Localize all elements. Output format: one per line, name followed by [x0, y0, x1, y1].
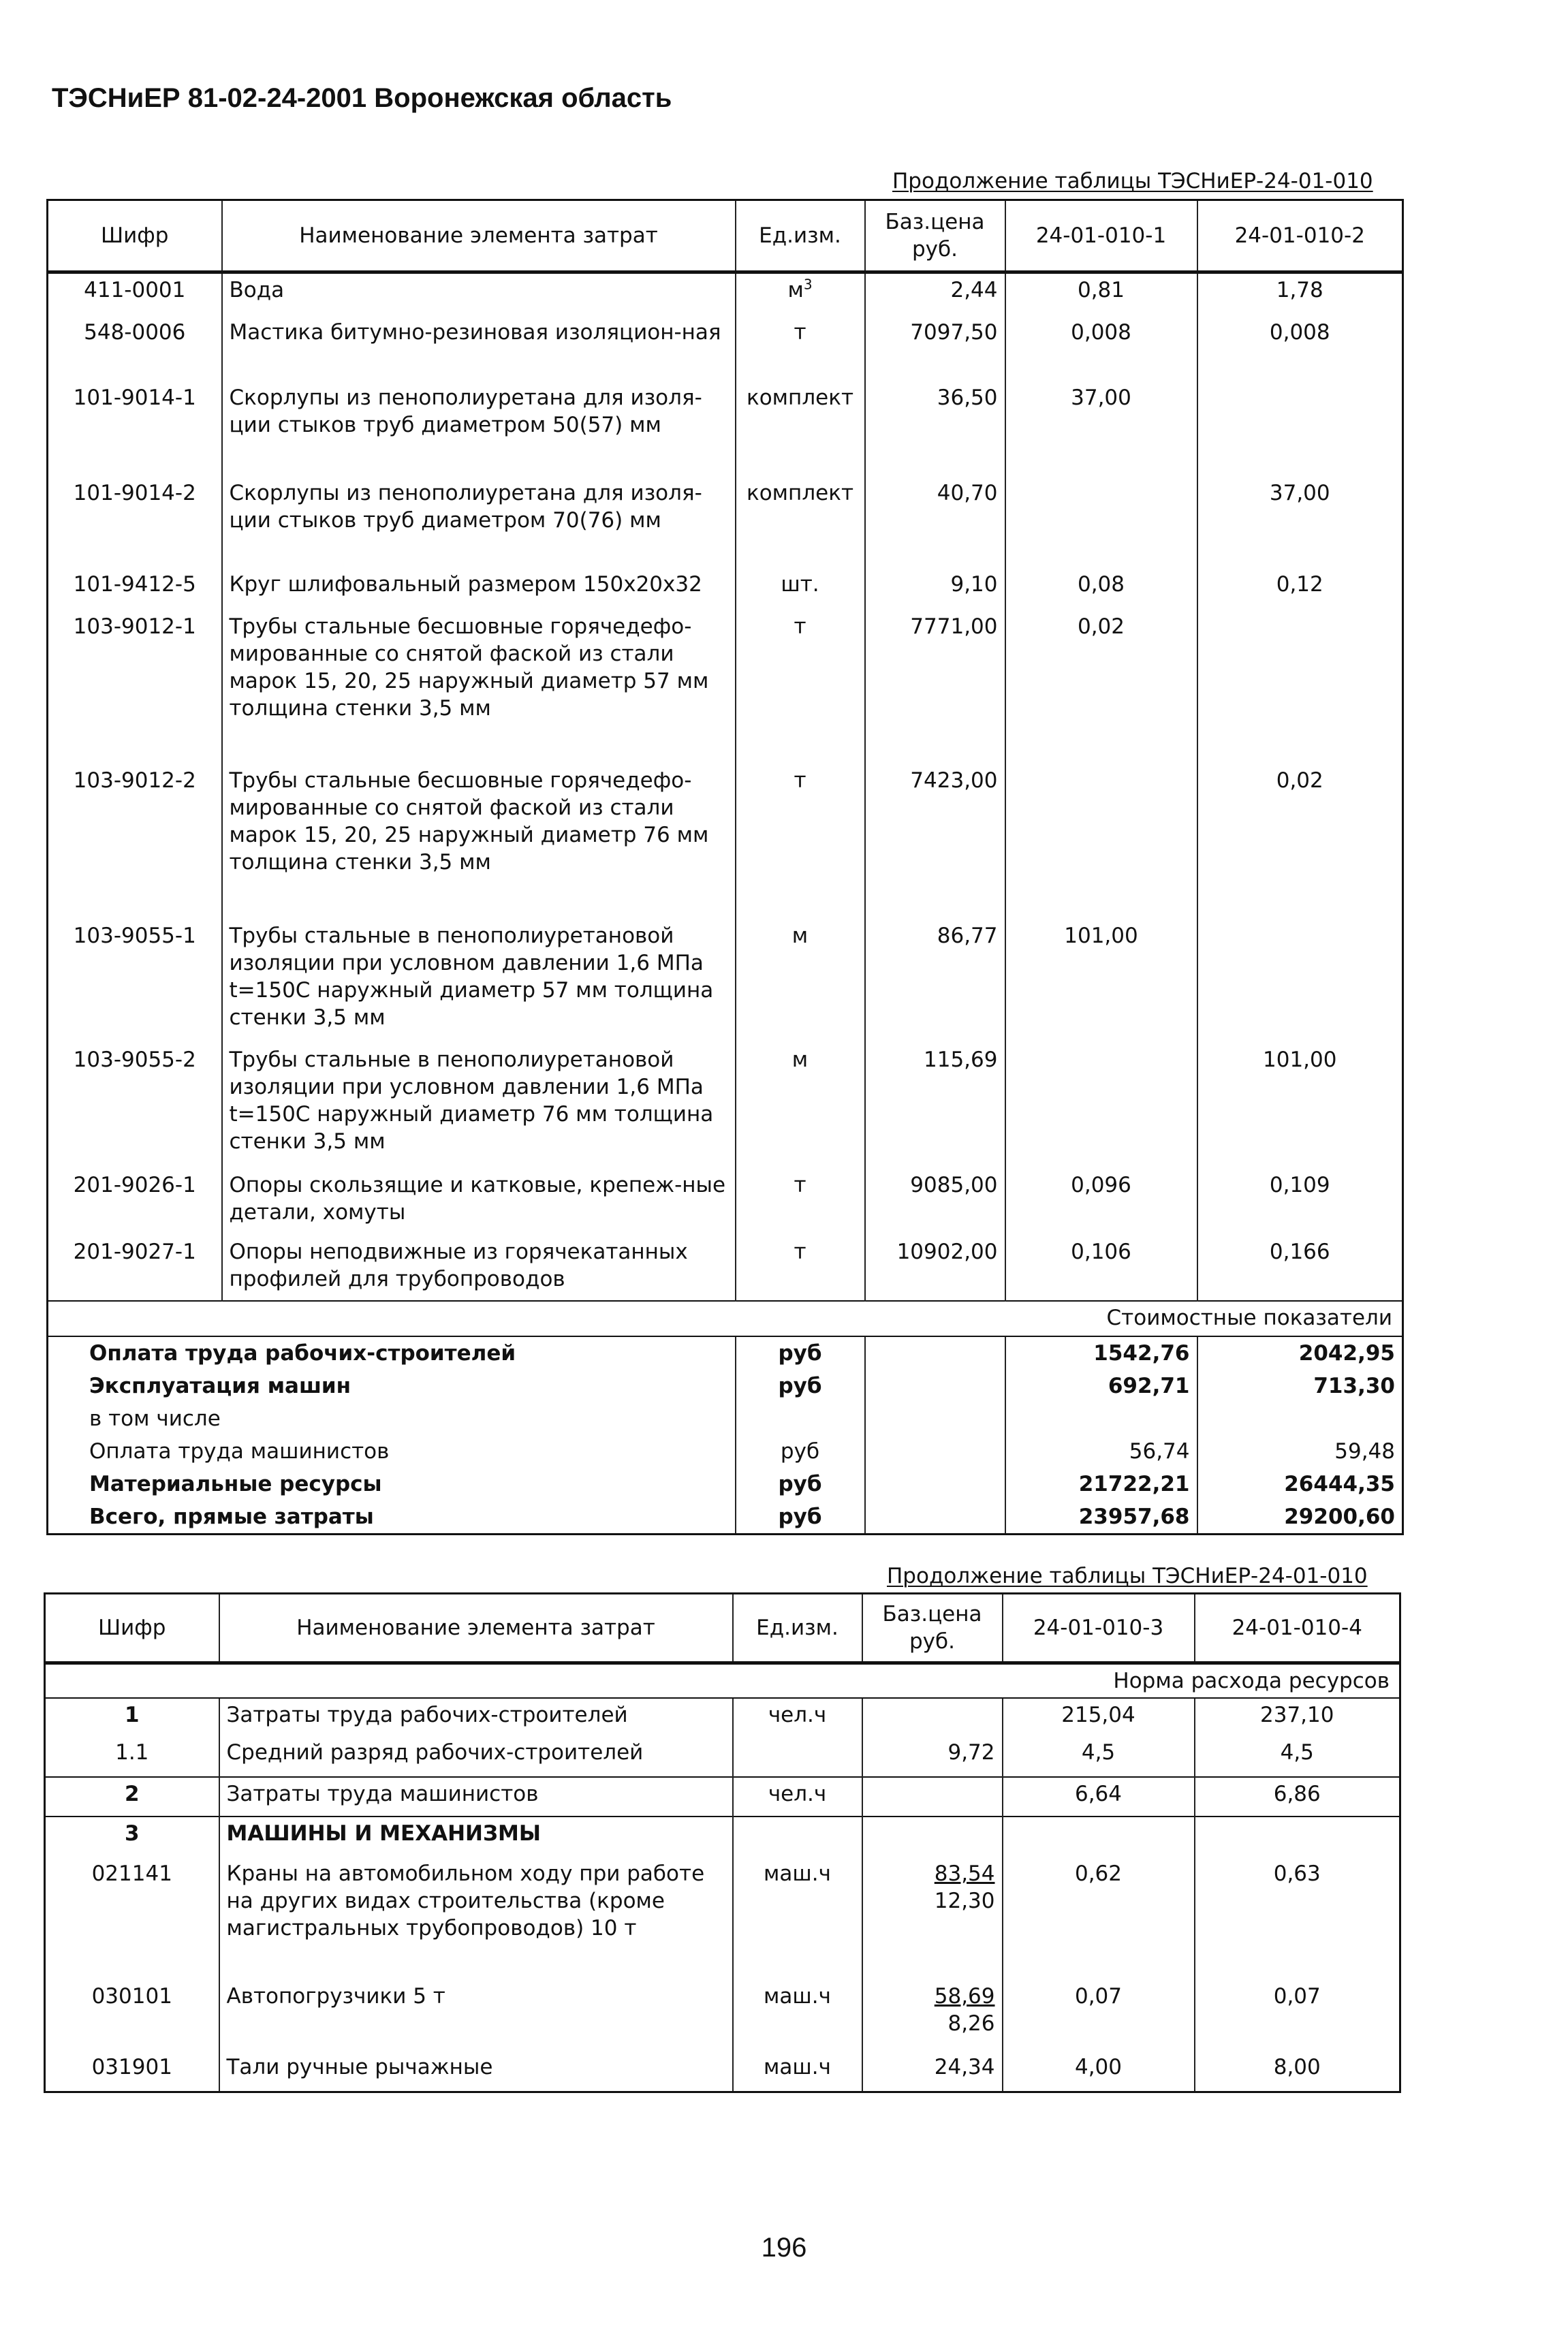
row-unit: т	[736, 316, 865, 381]
row-unit: маш.ч	[733, 1857, 862, 1980]
header-base-price: Баз.цена руб.	[865, 200, 1005, 272]
row-value-1: 37,00	[1005, 381, 1197, 477]
row-code: 101-9412-5	[73, 571, 196, 597]
header-col-1: 24-01-010-1	[1005, 200, 1197, 272]
row-code: 201-9026-1	[73, 1172, 196, 1197]
row-unit	[736, 272, 865, 316]
header-code: Шифр	[45, 1594, 219, 1663]
page-number: 196	[761, 2233, 807, 2263]
table-row	[45, 1980, 1400, 2051]
row-price	[862, 1980, 1003, 2051]
cost-row	[48, 1402, 1403, 1435]
row-value-1: 0,106	[1005, 1236, 1197, 1301]
cost-price-empty	[865, 1402, 1005, 1435]
row-name: Затраты труда рабочих-строителей	[219, 1698, 733, 1736]
cost-unit: руб	[736, 1336, 865, 1370]
table-row	[45, 1698, 1400, 1736]
row-unit: маш.ч	[733, 2051, 862, 2092]
price-machinist: 12,30	[934, 1889, 995, 1913]
cost-label: в том числе	[89, 1406, 221, 1431]
cost-value-2: 26444,35	[1197, 1468, 1403, 1500]
unit-text: м	[787, 278, 804, 302]
row-price	[862, 1777, 1003, 1817]
row-price: 9,72	[862, 1736, 1003, 1777]
row-value-2: 0,008	[1197, 316, 1403, 381]
row-value-1: 0,08	[1005, 568, 1197, 610]
row-unit: маш.ч	[733, 1980, 862, 2051]
row-unit: чел.ч	[733, 1777, 862, 1817]
row-value-1: 6,64	[1003, 1777, 1195, 1817]
cost-value-1: 692,71	[1005, 1370, 1197, 1402]
table-row	[45, 1736, 1400, 1777]
cost-unit: руб	[736, 1468, 865, 1500]
row-name: Трубы стальные бесшовные горячедефо-мированные со снятой фаской из стали марок 15, 20, 25 наружный диаметр 57 мм толщина стенки 3,5 мм	[222, 610, 736, 764]
row-value-1: 0,096	[1005, 1169, 1197, 1236]
row-price: 86,77	[865, 919, 1005, 1043]
row-value-2	[1197, 381, 1403, 477]
row-code: 103-9012-1	[73, 614, 196, 639]
price-main: 83,54	[934, 1861, 995, 1886]
row-value-1	[1005, 764, 1197, 919]
row-unit: м	[736, 1043, 865, 1169]
cost-label: Оплата труда машинистов	[89, 1438, 390, 1464]
cost-value-1	[1005, 1402, 1197, 1435]
cost-row	[48, 1370, 1403, 1402]
table1-caption: Продолжение таблицы ТЭСНиЕР-24-01-010	[892, 169, 1373, 193]
row-value-1: 215,04	[1003, 1698, 1195, 1736]
row-unit: т	[736, 1236, 865, 1301]
table-row	[48, 610, 1403, 764]
row-value-1: 0,008	[1005, 316, 1197, 381]
row-price: 36,50	[865, 381, 1005, 477]
cost-row	[48, 1435, 1403, 1468]
row-value-1: 4,5	[1003, 1736, 1195, 1777]
row-unit: т	[736, 610, 865, 764]
row-code: 101-9014-1	[73, 385, 196, 410]
table2-caption: Продолжение таблицы ТЭСНиЕР-24-01-010	[887, 1564, 1368, 1588]
cost-row	[48, 1500, 1403, 1535]
resources-table-2	[44, 1592, 1401, 2093]
cost-value-2	[1197, 1402, 1403, 1435]
row-value-1: 0,02	[1005, 610, 1197, 764]
row-price: 9085,00	[865, 1169, 1005, 1236]
row-name: Трубы стальные бесшовные горячедефо-мированные со снятой фаской из стали марок 15, 20, 25 наружный диаметр 76 мм толщина стенки 3,5 мм	[222, 764, 736, 919]
table-row	[48, 1169, 1403, 1236]
unit-superscript: 3	[803, 276, 813, 293]
row-unit	[733, 1736, 862, 1777]
table-row	[48, 764, 1403, 919]
row-value-2: 4,5	[1195, 1736, 1400, 1777]
row-value-2: 8,00	[1195, 2051, 1400, 2092]
row-unit: т	[736, 1169, 865, 1236]
table-row	[48, 919, 1403, 1043]
header-col-3: 24-01-010-3	[1003, 1594, 1195, 1663]
header-col-2: 24-01-010-2	[1197, 200, 1403, 272]
row-code: 103-9055-1	[73, 923, 196, 948]
row-unit: чел.ч	[733, 1698, 862, 1736]
row-name: Тали ручные рычажные	[219, 2051, 733, 2092]
row-value-1: 0,81	[1005, 272, 1197, 316]
row-value-2	[1197, 919, 1403, 1043]
cost-label: Эксплуатация машин	[89, 1373, 351, 1398]
price-machinist: 8,26	[947, 2011, 995, 2036]
norm-section-header	[45, 1663, 1400, 1699]
document-title: ТЭСНиЕР 81-02-24-2001 Воронежская область	[52, 83, 672, 113]
row-name: Мастика битумно-резиновая изоляцион-ная	[222, 316, 736, 381]
row-name: Средний разряд рабочих-строителей	[219, 1736, 733, 1777]
header-name: Наименование элемента затрат	[219, 1594, 733, 1663]
cost-row	[48, 1336, 1403, 1370]
table-row	[48, 272, 1403, 316]
row-name: Скорлупы из пенополиуретана для изоля-ции стыков труб диаметром 50(57) мм	[222, 381, 736, 477]
row-name: Трубы стальные в пенополиуретановой изоляции при условном давлении 1,6 МПа t=150С наружный диаметр 57 мм толщина стенки 3,5 мм	[222, 919, 736, 1043]
table-row	[48, 568, 1403, 610]
row-name: Круг шлифовальный размером 150х20х32	[222, 568, 736, 610]
cost-value-1: 21722,21	[1005, 1468, 1197, 1500]
header-base-price: Баз.цена руб.	[862, 1594, 1003, 1663]
row-value-1: 0,62	[1003, 1857, 1195, 1980]
row-value-2: 6,86	[1195, 1777, 1400, 1817]
row-unit: комплект	[736, 477, 865, 568]
row-value-2: 0,02	[1197, 764, 1403, 919]
table-row	[48, 1043, 1403, 1169]
cost-label: Всего, прямые затраты	[89, 1504, 374, 1529]
row-price: 7423,00	[865, 764, 1005, 919]
row-code: 103-9055-2	[73, 1047, 196, 1072]
row-unit: шт.	[736, 568, 865, 610]
header-unit: Ед.изм.	[733, 1594, 862, 1663]
row-price	[862, 1698, 1003, 1736]
header-unit: Ед.изм.	[736, 200, 865, 272]
table-row	[48, 316, 1403, 381]
cost-unit: руб	[736, 1500, 865, 1535]
norm-section-label: Норма расхода ресурсов	[1113, 1669, 1390, 1693]
cost-price-empty	[865, 1468, 1005, 1500]
row-price: 7097,50	[865, 316, 1005, 381]
row-price: 9,10	[865, 568, 1005, 610]
row-name: Краны на автомобильном ходу при работе на других видах строительства (кроме магистральных трубопроводов) 10 т	[219, 1857, 733, 1980]
row-value-1: 4,00	[1003, 2051, 1195, 2092]
row-value-2: 0,109	[1197, 1169, 1403, 1236]
price-main: 58,69	[934, 1984, 995, 2009]
cost-value-1: 1542,76	[1005, 1336, 1197, 1370]
cost-unit	[736, 1402, 865, 1435]
row-price: 40,70	[865, 477, 1005, 568]
cost-price-empty	[865, 1370, 1005, 1402]
resources-table-1	[46, 199, 1404, 1535]
cost-section-header	[48, 1301, 1403, 1336]
row-value-2: 0,07	[1195, 1980, 1400, 2051]
table-row	[48, 477, 1403, 568]
row-price: 115,69	[865, 1043, 1005, 1169]
cost-price-empty	[865, 1435, 1005, 1468]
cost-value-2: 59,48	[1197, 1435, 1403, 1468]
row-name: Трубы стальные в пенополиуретановой изоляции при условном давлении 1,6 МПа t=150С наружный диаметр 76 мм толщина стенки 3,5 мм	[222, 1043, 736, 1169]
row-value-2: 0,12	[1197, 568, 1403, 610]
table-row	[45, 2051, 1400, 2092]
row-value-2: 1,78	[1197, 272, 1403, 316]
cost-value-2: 29200,60	[1197, 1500, 1403, 1535]
row-name: Скорлупы из пенополиуретана для изоля-ции стыков труб диаметром 70(76) мм	[222, 477, 736, 568]
row-name: Опоры скользящие и катковые, крепеж-ные детали, хомуты	[222, 1169, 736, 1236]
row-value-2: 237,10	[1195, 1698, 1400, 1736]
row-price	[862, 1817, 1003, 1857]
cost-value-1: 23957,68	[1005, 1500, 1197, 1535]
row-value-2: 0,166	[1197, 1236, 1403, 1301]
table-row	[48, 381, 1403, 477]
cost-value-1: 56,74	[1005, 1435, 1197, 1468]
row-code: 1.1	[115, 1740, 149, 1765]
cost-unit: руб	[736, 1370, 865, 1402]
row-value-1	[1005, 1043, 1197, 1169]
row-value-2	[1197, 610, 1403, 764]
row-code: 030101	[91, 1984, 172, 2009]
cost-label: Оплата труда рабочих-строителей	[48, 1336, 736, 1370]
cost-value-2: 2042,95	[1197, 1336, 1403, 1370]
row-code: 3	[45, 1817, 219, 1857]
header-col-4: 24-01-010-4	[1195, 1594, 1400, 1663]
row-code: 411-0001	[84, 278, 186, 302]
table-row	[45, 1817, 1400, 1857]
row-code: 103-9012-2	[73, 768, 196, 793]
table1-header-row	[48, 200, 1403, 272]
row-unit: т	[736, 764, 865, 919]
row-name: Опоры неподвижные из горячекатанных профилей для трубопроводов	[222, 1236, 736, 1301]
row-price: 24,34	[862, 2051, 1003, 2092]
row-code: 101-9014-2	[73, 480, 196, 505]
cost-label: Материальные ресурсы	[89, 1471, 382, 1496]
table2-header-row	[45, 1594, 1400, 1663]
header-code: Шифр	[48, 200, 222, 272]
row-unit: м	[736, 919, 865, 1043]
section-title: МАШИНЫ И МЕХАНИЗМЫ	[219, 1817, 733, 1857]
row-value-2: 101,00	[1197, 1043, 1403, 1169]
row-code: 031901	[91, 2055, 172, 2079]
cost-price-empty	[865, 1500, 1005, 1535]
row-name: Вода	[222, 272, 736, 316]
row-code: 1	[45, 1698, 219, 1736]
row-unit	[733, 1817, 862, 1857]
row-value-1	[1005, 477, 1197, 568]
row-name: Автопогрузчики 5 т	[219, 1980, 733, 2051]
row-price: 2,44	[865, 272, 1005, 316]
cost-price-empty	[865, 1336, 1005, 1370]
row-code: 548-0006	[84, 319, 186, 345]
row-price	[862, 1857, 1003, 1980]
cost-section-label: Стоимостные показатели	[48, 1301, 1403, 1336]
cost-unit: руб	[736, 1435, 865, 1468]
cost-value-2: 713,30	[1197, 1370, 1403, 1402]
table-row	[48, 1236, 1403, 1301]
row-name: Затраты труда машинистов	[219, 1777, 733, 1817]
table-row	[45, 1857, 1400, 1980]
header-name: Наименование элемента затрат	[222, 200, 736, 272]
row-code: 201-9027-1	[73, 1239, 196, 1264]
row-price: 10902,00	[865, 1236, 1005, 1301]
table-row	[45, 1777, 1400, 1817]
row-code: 2	[45, 1777, 219, 1817]
row-code: 021141	[91, 1861, 172, 1886]
cost-row	[48, 1468, 1403, 1500]
row-price: 7771,00	[865, 610, 1005, 764]
row-value-2: 37,00	[1197, 477, 1403, 568]
row-value-2: 0,63	[1195, 1857, 1400, 1980]
row-value-1: 101,00	[1005, 919, 1197, 1043]
row-value-1	[1003, 1817, 1195, 1857]
row-unit: комплект	[736, 381, 865, 477]
row-value-1: 0,07	[1003, 1980, 1195, 2051]
row-value-2	[1195, 1817, 1400, 1857]
